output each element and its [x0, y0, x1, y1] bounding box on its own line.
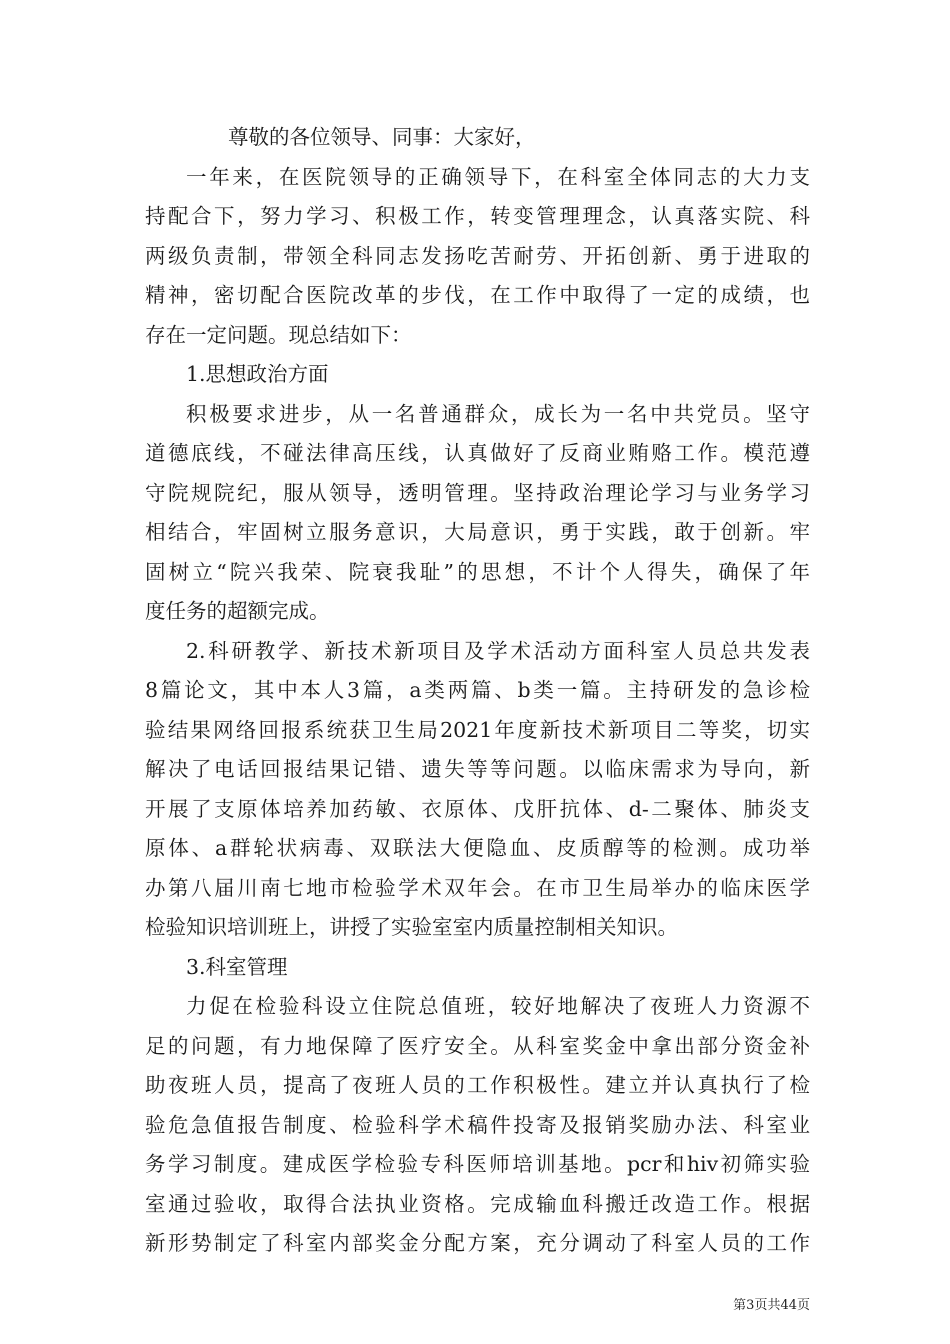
text-line: 1.思想政治方面	[186, 362, 329, 386]
text-line: 积极要求进步，从一名普通群众，成长为一名中共党员。坚守	[186, 401, 810, 426]
text-line: 道德底线，不碰法律高压线，认真做好了反商业贿赂工作。模范遵	[145, 441, 810, 465]
text-line: 务学习制度。建成医学检验专科医师培训基地。pcr和hiv初筛实验	[145, 1152, 810, 1176]
text-line: 存在一定问题。现总结如下：	[145, 322, 412, 347]
text-line: 8篇论文，其中本人3篇，a类两篇、b类一篇。主持研发的急诊检	[145, 678, 810, 702]
text-line: 开展了支原体培养加药敏、衣原体、戊肝抗体、d-二聚体、肺炎支	[145, 796, 810, 821]
text-line: 守院规院纪，服从领导，透明管理。坚持政治理论学习与业务学习	[145, 480, 810, 505]
text-line: 原体、a群轮状病毒、双联法大便隐血、皮质醇等的检测。成功举	[145, 836, 810, 860]
text-line: 两级负责制，带领全科同志发扬吃苦耐劳、开拓创新、勇于进取的	[145, 243, 810, 268]
text-line: 3.科室管理	[186, 954, 288, 979]
text-line: 2.科研教学、新技术新项目及学术活动方面科室人员总共发表	[186, 638, 810, 663]
text-line: 办第八届川南七地市检验学术双年会。在市卫生局举办的临床医学	[145, 875, 810, 900]
text-line: 室通过验收，取得合法执业资格。完成输血科搬迁改造工作。根据	[145, 1191, 810, 1216]
text-line: 验危急值报告制度、检验科学术稿件投寄及报销奖励办法、科室业	[145, 1112, 810, 1137]
text-line: 新形势制定了科室内部奖金分配方案，充分调动了科室人员的工作	[145, 1231, 810, 1255]
text-line: 验结果网络回报系统获卫生局2021年度新技术新项目二等奖，切实	[145, 717, 810, 742]
text-line: 足的问题，有力地保障了医疗安全。从科室奖金中拿出部分资金补	[145, 1033, 810, 1058]
text-line: 一年来，在医院领导的正确领导下，在科室全体同志的大力支	[186, 164, 810, 189]
text-line: 持配合下，努力学习、积极工作，转变管理理念，认真落实院、科	[145, 204, 810, 228]
text-line: 检验知识培训班上，讲授了实验室室内质量控制相关知识。	[145, 915, 678, 939]
greeting-line: 尊敬的各位领导、同事：大家好，	[228, 125, 536, 149]
text-line: 力促在检验科设立住院总值班，较好地解决了夜班人力资源不	[186, 994, 810, 1018]
text-line: 固树立“院兴我荣、院衰我耻”的思想，不计个人得失，确保了年	[145, 559, 810, 584]
text-line: 度任务的超额完成。	[145, 599, 330, 623]
text-line: 助夜班人员，提高了夜班人员的工作积极性。建立并认真执行了检	[145, 1073, 810, 1097]
text-line: 精神，密切配合医院改革的步伐，在工作中取得了一定的成绩，也	[145, 283, 810, 307]
text-line: 解决了电话回报结果记错、遗失等等问题。以临床需求为导向，新	[145, 757, 810, 781]
text-line: 相结合，牢固树立服务意识，大局意识，勇于实践，敢于创新。牢	[145, 520, 810, 544]
paragraph-lines	[145, 158, 810, 1264]
page-number: 第3页共44页	[733, 1298, 810, 1313]
document-body	[145, 118, 810, 1264]
